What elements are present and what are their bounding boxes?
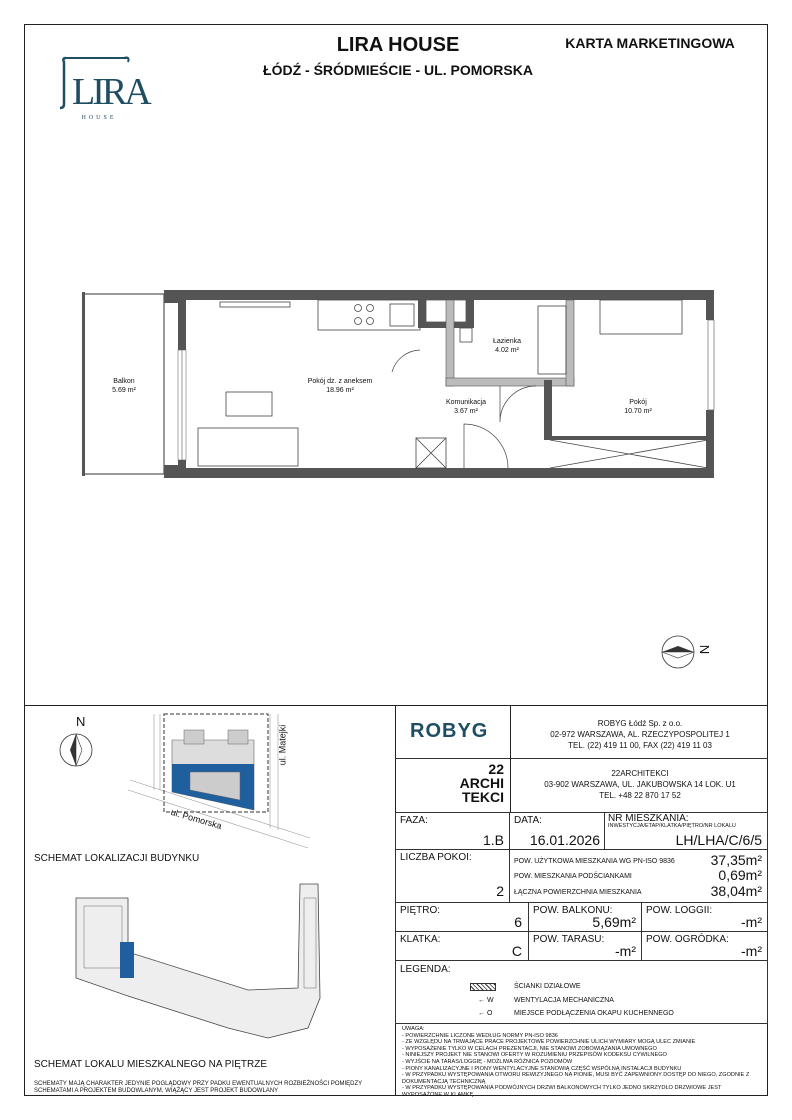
project-title: LIRA HOUSE bbox=[336, 34, 460, 56]
compass-label: N bbox=[697, 644, 713, 655]
terrace-label: POW. TARASU: bbox=[533, 934, 605, 945]
lira-logo-graphic bbox=[58, 52, 149, 124]
loggia-value: -m² bbox=[741, 914, 762, 930]
nr-value: LH/LHA/C/6/5 bbox=[675, 832, 762, 848]
notes-title: UWAGA: bbox=[402, 1026, 425, 1032]
developer-address: 02-972 WARSZAWA, AL. RZECZYPOSPOLITEJ 1 bbox=[550, 730, 730, 739]
floor-schema-map bbox=[68, 878, 348, 1048]
room-label-hall: Komunikacja 3.67 m² bbox=[445, 399, 487, 415]
note-line: - WYPOSAŻENIE TYLKO W CELACH PREZENTACJI, NIE STANOWI ZOBOWIĄZANIA UMOWNEGO bbox=[402, 1045, 657, 1052]
card-type: KARTA MARKETINGOWA bbox=[565, 35, 735, 51]
developer-logo-divider bbox=[510, 705, 511, 813]
robyg-logo: ROBYG bbox=[410, 720, 489, 742]
note-line: - ZE WZGLĘDU NA TRWAJĄCE PRACE PROJEKTOWE POWIERZCHNIE ULICH WYMIARY MOGĄ ULEC ZMIANIE bbox=[402, 1039, 696, 1046]
faza-value: 1.B bbox=[482, 832, 504, 848]
location-compass-icon bbox=[54, 728, 98, 772]
area3-label: ŁĄCZNA POWIERZCHNIA MIESZKANIA bbox=[514, 889, 642, 896]
area2-value: 0,69m² bbox=[718, 867, 762, 883]
developer-phone: TEL. (22) 419 11 00, FAX (22) 419 11 03 bbox=[568, 741, 712, 750]
architect-phone: TEL. +48 22 870 17 52 bbox=[599, 791, 681, 800]
area1-value: 37,35m² bbox=[710, 852, 762, 868]
note-line: - PIONY KANALIZACYJNE I PIONY WENTYLACYJNE STANOWIĄ CZĘŚĆ WSPÓLNĄ INSTALACJI BUDYNKU bbox=[402, 1065, 682, 1072]
floor-label: PIĘTRO: bbox=[400, 905, 441, 916]
project-location: ŁÓDŹ - ŚRÓDMIEŚCIE - UL. POMORSKA bbox=[263, 62, 533, 78]
legend-item-2: WENTYLACJA MECHANICZNA bbox=[514, 997, 614, 1004]
disclaimer: SCHEMATY MAJĄ CHARAKTER JEDYNIE POGLĄDOWY PRZY PADKU EWENTUALNYCH ROZBIEŻNOŚCI POMIĘDZY SCHEMATAMI A PROJEKTEM BUDOWLANYM, WIĄŻĄCY JEST PROJEKT BUDOWLANY bbox=[34, 1081, 363, 1094]
data-label: DATA: bbox=[514, 815, 542, 826]
note-line: - POWIERZCHNIE LICZONE WEDŁUG NORMY PN-ISO 9836 bbox=[402, 1032, 558, 1039]
logo-sub: HOUSE bbox=[81, 115, 117, 121]
location-compass-label: N bbox=[76, 714, 86, 729]
street-label-matejki: ul. Matejki bbox=[277, 724, 288, 766]
lira-logo bbox=[58, 52, 149, 124]
legend-item-3: MIEJSCE PODŁĄCZENIA OKAPU KUCHENNEGO bbox=[514, 1010, 674, 1017]
terrace-value: -m² bbox=[615, 943, 636, 959]
note-line: - WYJŚCIE NA TARAS/LOGGIĘ - MOŻLIWA RÓŻNICA POZIOMÓW bbox=[402, 1058, 573, 1065]
floor-value: 6 bbox=[514, 914, 522, 930]
balcony-value: 5,69m² bbox=[592, 914, 636, 930]
note-line: - W PRZYPADKU WYSTĘPOWANIA PODWÓJNYCH DRZWI BALKONOWYCH TYLKO JEDNO SKRZYDŁO DRZWIOWE JEST WYPOSAŻONE W KLAMKĘ bbox=[402, 1085, 722, 1098]
architect-logo: 22 ARCHI TEKCI bbox=[459, 761, 504, 805]
garden-label: POW. OGRÓDKA: bbox=[646, 934, 729, 945]
architect-name: 22ARCHITEKCI bbox=[611, 769, 669, 778]
street-label-pomorska: ul. Pomorska bbox=[169, 806, 223, 832]
architect-address: 03-902 WARSZAWA, UL. JAKUBOWSKA 14 LOK. U1 bbox=[544, 780, 736, 789]
loggia-label: POW. LOGGII: bbox=[646, 905, 713, 916]
nr-sublabel: INWESTYCJA/ETAP/KLATKA/PIĘTRO/NR LOKALU bbox=[608, 823, 736, 829]
room-label-balcony: Balkon 5.69 m² bbox=[112, 378, 136, 394]
data-value: 16.01.2026 bbox=[529, 832, 600, 848]
room-label-living: Pokój dz. z aneksem 18.96 m² bbox=[307, 378, 373, 394]
room-label-room: Pokój 10.70 m² bbox=[624, 399, 652, 415]
area1-label: POW. UŻYTKOWA MIESZKANIA WG PN-ISO 9836 bbox=[514, 858, 675, 865]
location-schema-title: SCHEMAT LOKALIZACJI BUDYNKU bbox=[34, 853, 200, 864]
svg-text:LIRA: LIRA bbox=[72, 71, 149, 113]
legend-item-1: ŚCIANKI DZIAŁOWE bbox=[514, 983, 581, 990]
balcony-label: POW. BALKONU: bbox=[533, 905, 613, 916]
stair-label: KLATKA: bbox=[400, 934, 441, 945]
note-line: - NINIEJSZY PROJEKT NIE STANOWI OFERTY W ROZUMIENIU PRZEPISÓW KODEKSU CYWILNEGO bbox=[402, 1052, 667, 1059]
note-line: - W PRZYPADKU WYSTĘPOWANIA OTWORU REWIZYJNEGO NA PIONIE, MUSI BYĆ ZAPEWNIONY DOSTĘP DO NIEGO, ZGODNIE Z DOKUMENTACJĄ TECHNICZNĄ bbox=[402, 1072, 750, 1085]
rooms-label: LICZBA POKOI: bbox=[400, 852, 472, 863]
developer-name: ROBYG Łódź Sp. z o.o. bbox=[597, 719, 683, 728]
legend-symbol-3: ← O bbox=[478, 1010, 493, 1017]
stair-value: C bbox=[511, 943, 522, 959]
garden-value: -m² bbox=[741, 943, 762, 959]
room-label-bathroom: Łazienka 4.02 m² bbox=[492, 338, 522, 354]
rooms-value: 2 bbox=[496, 883, 504, 899]
partition-wall-symbol bbox=[470, 983, 496, 991]
floor-plan bbox=[80, 290, 720, 490]
legend-title: LEGENDA: bbox=[400, 964, 451, 975]
area3-value: 38,04m² bbox=[710, 883, 762, 899]
legend-symbol-2: ← W bbox=[478, 997, 494, 1004]
area2-label: POW. MIESZKANIA PODŚCIANKAMI bbox=[514, 873, 632, 880]
nr-label: NR MIESZKANIA: bbox=[608, 813, 689, 824]
notes-block bbox=[402, 1026, 762, 1099]
floor-schema-title: SCHEMAT LOKALU MIESZKALNEGO NA PIĘTRZE bbox=[34, 1059, 268, 1070]
faza-label: FAZA: bbox=[400, 815, 428, 826]
